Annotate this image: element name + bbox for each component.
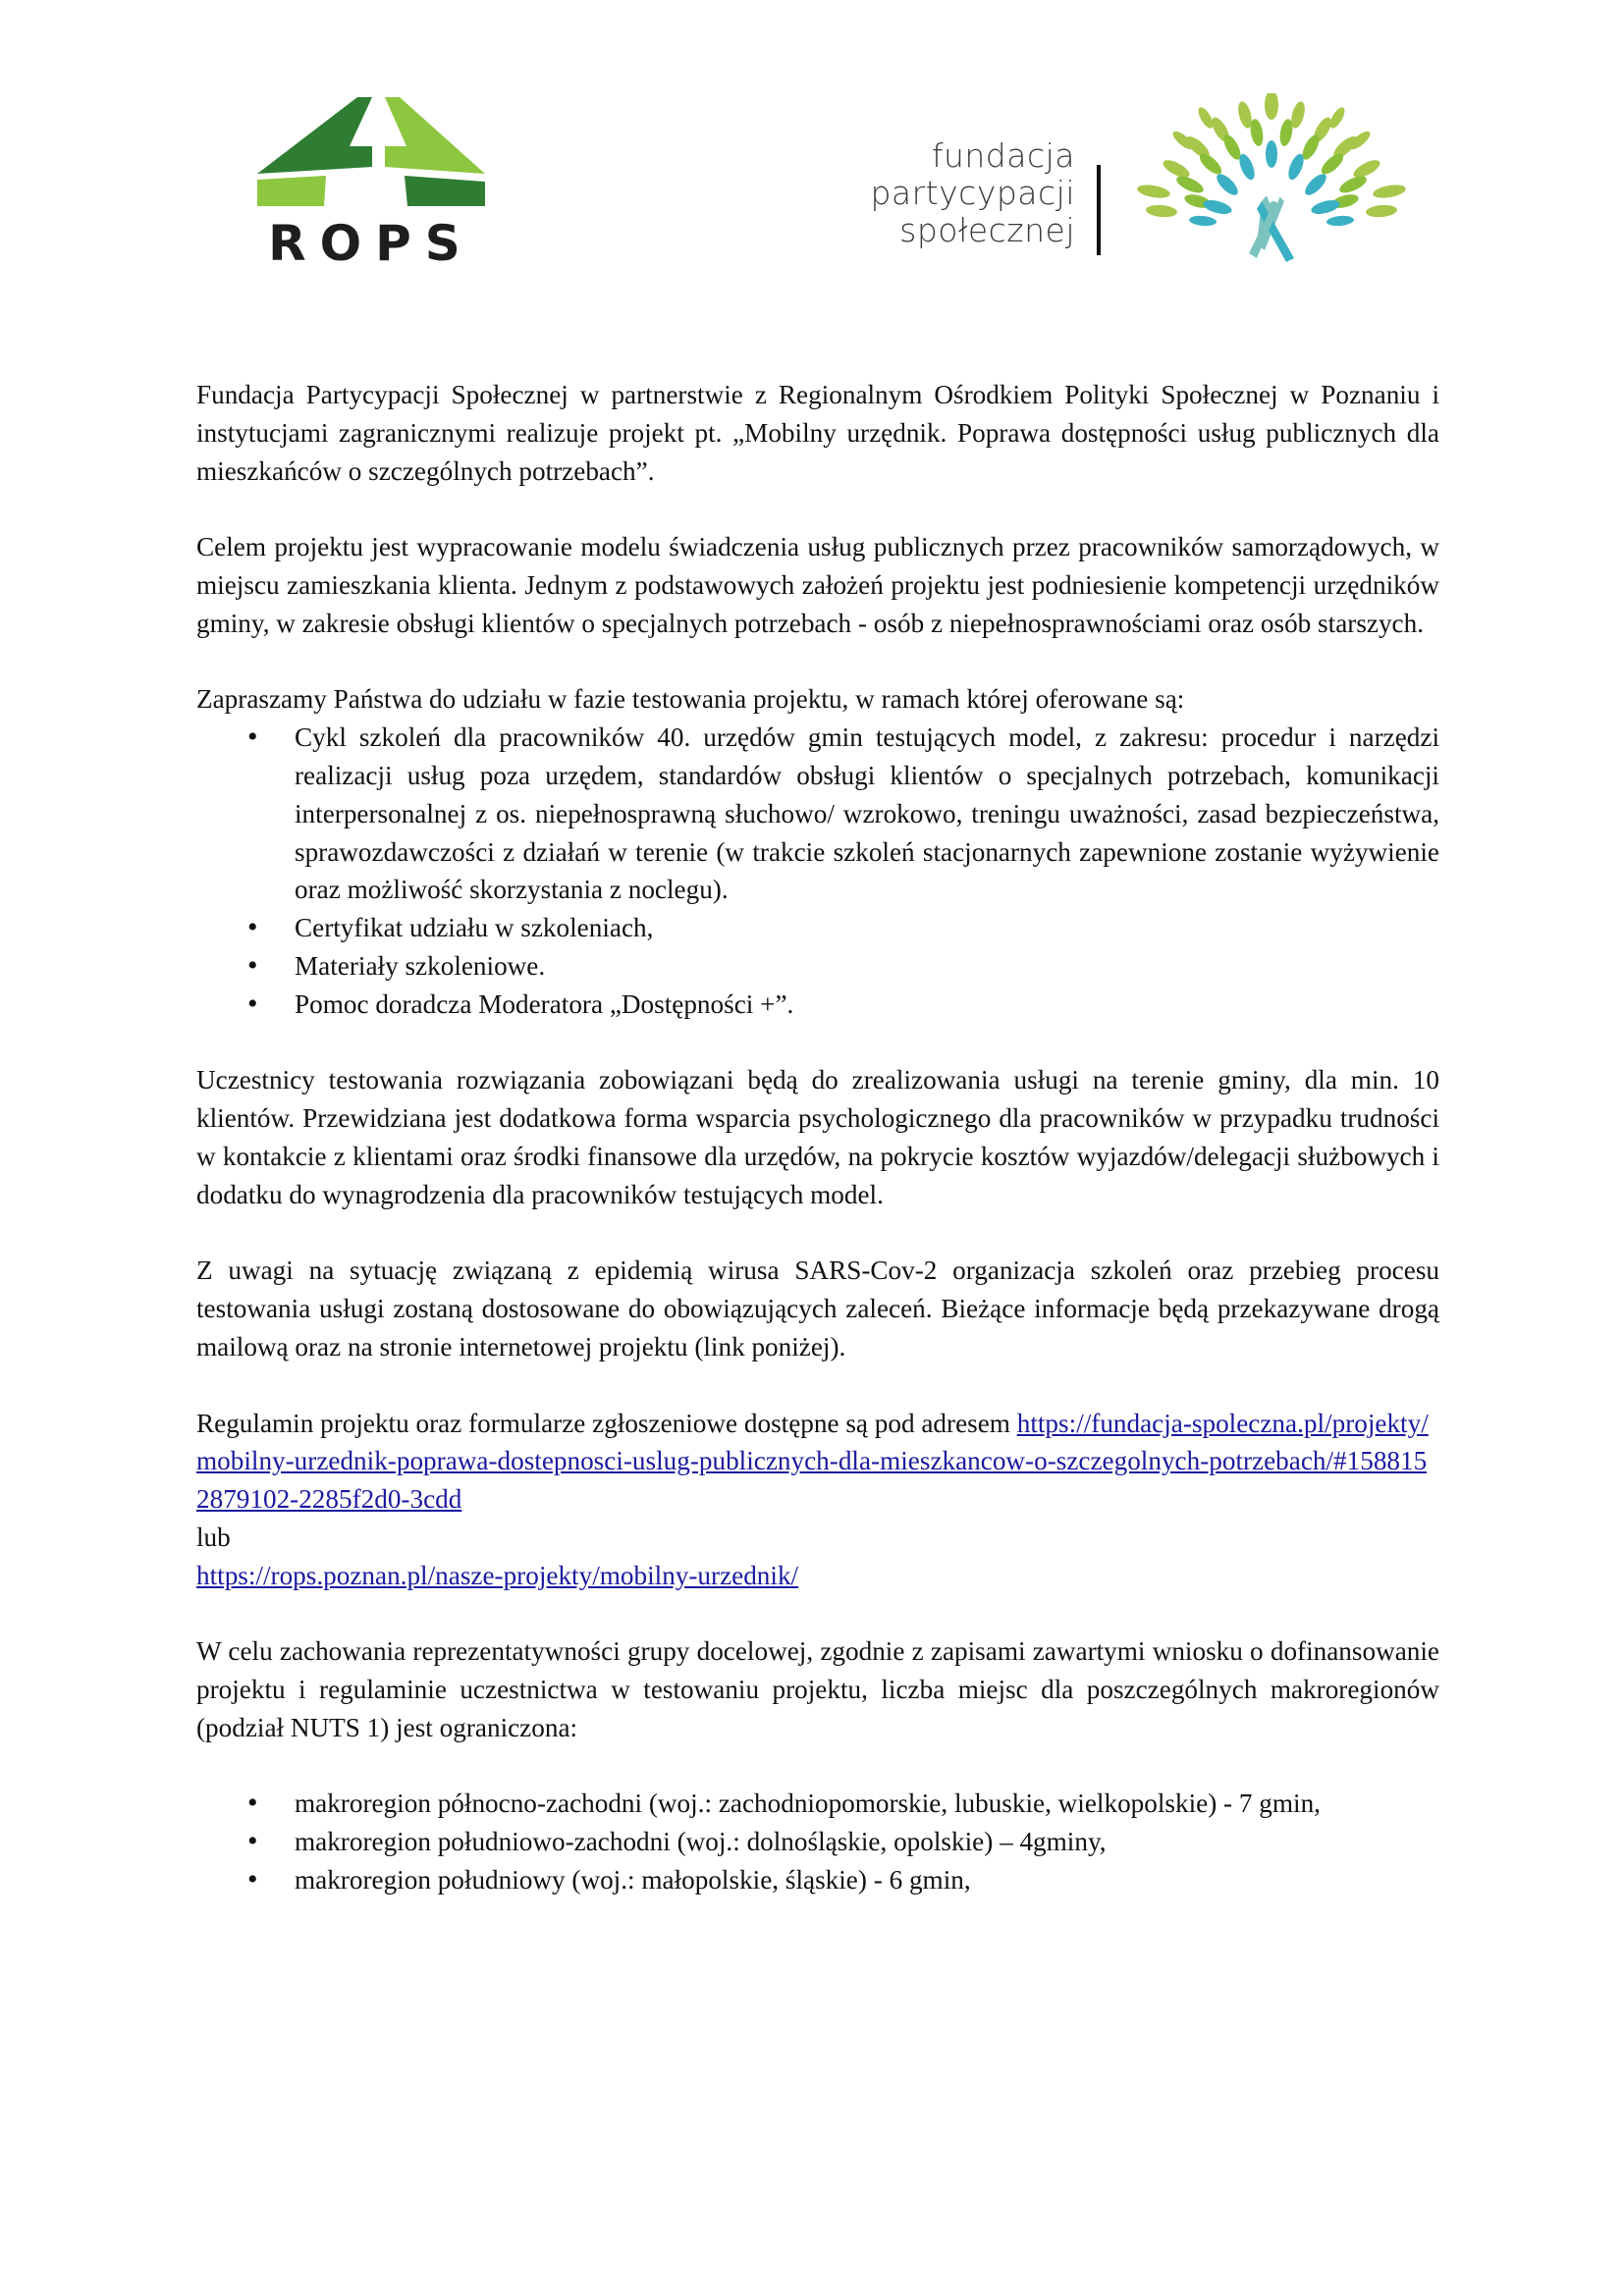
list-item: • Materiały szkoleniowe. [196, 947, 1439, 986]
paragraph-intro: Fundacja Partycypacji Społecznej w partnerstwie z Regionalnym Ośrodkiem Polityki Społecznej w Poznaniu i instytucjami zagranicznymi realizuje projekt pt. „Mobilny urzędnik. Poprawa dostępności usług publicznych dla mieszkańców o szczególnych potrzebach”. [196, 380, 1439, 486]
document-body [196, 376, 1439, 1938]
fundacja-project-link[interactable]: https://fundacja-spoleczna.pl/projekty/mobilny-urzednik-poprawa-dostepnosci-uslug-publicznych-dla-mieszkancow-o-szczegolnych-potrzebach/#1588152879102-2285f2d0-3cdd [196, 1408, 1429, 1515]
paragraph-goal: Celem projektu jest wypracowanie modelu świadczenia usług publicznych przez pracowników samorządowych, w miejscu zamieszkania klienta. Jednym z podstawowych założeń projektu jest podniesienie kompetencji urzędników gminy, w zakresie obsługi klientów o specjalnych potrzebach - osób z niepełnosprawnościami oraz osób starszych. [196, 532, 1439, 638]
fundacja-logo-line: partycypacji [870, 174, 1075, 212]
paragraph-epidemic: Z uwagi na sytuację związaną z epidemią wirusa SARS-Cov-2 organizacja szkoleń oraz przebieg procesu testowania usługi zostaną dostosowane do obowiązujących zaleceń. Bieżące informacje będą przekazywane drogą mailową oraz na stronie internetowej projektu (link poniżej). [196, 1255, 1439, 1362]
regulations-text: Regulamin projektu oraz formularze zgłoszeniowe dostępne są pod adresem [196, 1408, 1017, 1438]
list-item: • makroregion północno-zachodni (woj.: zachodniopomorskie, lubuskie, wielkopolskie) - 7 gmin, [196, 1785, 1439, 1823]
list-item: • Pomoc doradcza Moderatora „Dostępności +”. [196, 986, 1439, 1024]
rops-emblem-icon [257, 95, 485, 262]
list-item: • Certyfikat udziału w szkoleniach, [196, 909, 1439, 947]
rops-project-link[interactable]: https://rops.poznan.pl/nasze-projekty/mobilny-urzednik/ [196, 1560, 799, 1590]
list-item: • makroregion południowo-zachodni (woj.: dolnośląskie, opolskie) – 4gminy, [196, 1823, 1439, 1861]
rops-logo [257, 95, 485, 262]
tree-ribbon-icon [1119, 93, 1424, 270]
list-item: • makroregion południowy (woj.: małopolskie, śląskie) - 6 gmin, [196, 1861, 1439, 1899]
offers-list [196, 719, 1439, 1023]
fundacja-logo-line: społecznej [899, 211, 1075, 249]
paragraph-regulations [196, 1405, 1439, 1595]
regions-list [196, 1785, 1439, 1898]
svg-text:ROPS: ROPS [268, 215, 474, 262]
or-label: lub [196, 1522, 231, 1552]
paragraph-invitation: Zapraszamy Państwa do udziału w fazie testowania projektu, w ramach której oferowane są: [196, 684, 1185, 715]
fundacja-logo [844, 93, 1419, 270]
paragraph-participants: Uczestnicy testowania rozwiązania zobowiązani będą do zrealizowania usługi na terenie gminy, dla min. 10 klientów. Przewidziana jest dodatkowa forma wsparcia psychologicznego dla pracowników w przypadku trudności w kontakcie z klientami oraz środki finansowe dla urzędów, na pokrycie kosztów wyjazdów/delegacji służbowych i dodatku do wynagrodzenia dla pracowników testujących model. [196, 1065, 1439, 1209]
paragraph-representativeness: W celu zachowania reprezentatywności grupy docelowej, zgodnie z zapisami zawartymi wniosku o dofinansowanie projektu i regulaminie uczestnictwa w testowaniu projektu, liczba miejsc dla poszczególnych makroregionów (podział NUTS 1) jest ograniczona: [196, 1636, 1439, 1742]
list-item: • Cykl szkoleń dla pracowników 40. urzędów gmin testujących model, z zakresu: procedur i narzędzi realizacji usług poza urzędem, standardów obsługi klientów o specjalnych potrzebach, komunikacji interpersonalnej z os. niepełnosprawną słuchowo/ wzrokowo, treningu uważności, zasad bezpieczeństwa, sprawozdawczości z działań w terenie (w trakcie szkoleń stacjonarnych zapewnione zostanie wyżywienie oraz możliwość skorzystania z noclegu). [196, 719, 1439, 909]
logo-divider [1097, 165, 1101, 255]
fundacja-logo-line: fundacja [931, 136, 1075, 175]
fundacja-logo-text [844, 137, 1075, 249]
